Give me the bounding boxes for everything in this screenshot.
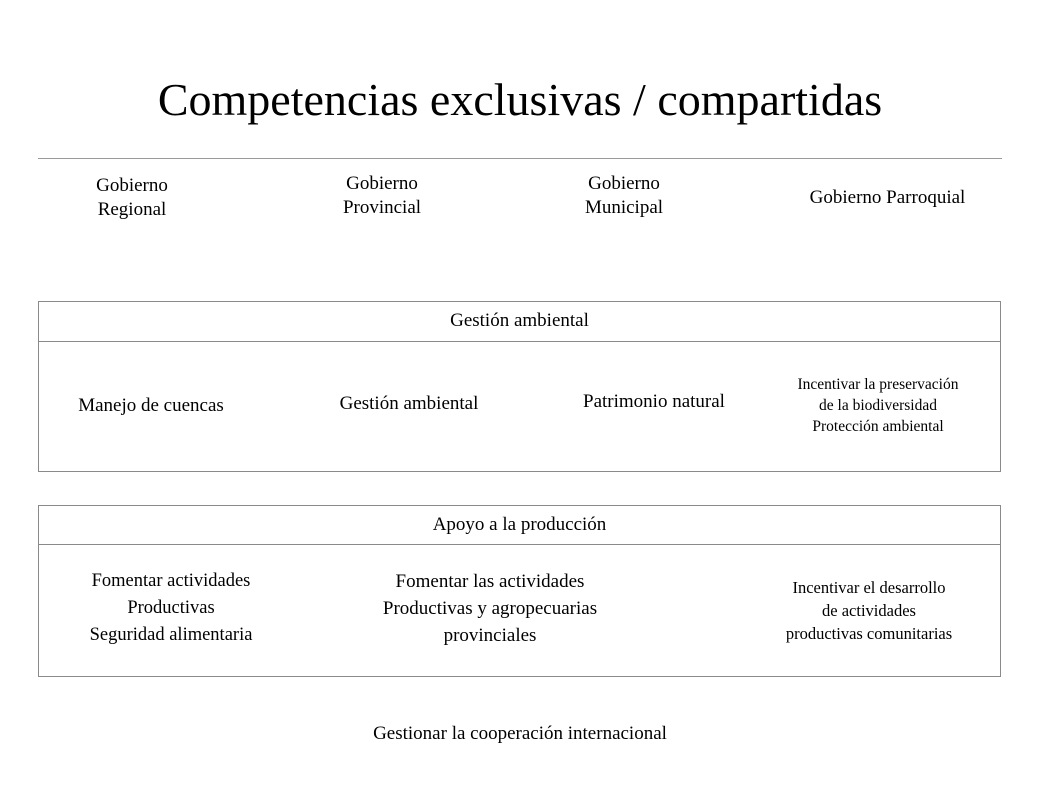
section-apoyo-produccion <box>38 505 1001 677</box>
cell-parroquial: Incentivar el desarrollo de actividades productivas comunitarias <box>785 578 953 643</box>
cell-parroquial: Incentivar la preservación de la biodiversidad Protección ambiental <box>797 376 959 435</box>
cell-regional: Manejo de cuencas <box>78 395 224 416</box>
footer-text: Gestionar la cooperación internacional <box>373 723 667 744</box>
slide-title: Competencias exclusivas / compartidas <box>157 74 883 125</box>
cell-provincial: Fomentar las actividades Productivas y agropecuarias provinciales <box>382 571 598 646</box>
title-divider <box>38 158 1002 159</box>
cell-municipal: Patrimonio natural <box>583 391 725 412</box>
column-header-municipal: Gobierno Municipal <box>584 173 664 218</box>
column-header-regional: Gobierno Regional <box>96 175 168 220</box>
column-header-parroquial: Gobierno Parroquial <box>809 187 966 208</box>
section-heading: Apoyo a la producción <box>39 506 1000 545</box>
column-header-provincial: Gobierno Provincial <box>342 173 422 218</box>
section-gestion-ambiental <box>38 301 1001 472</box>
cell-provincial: Gestión ambiental <box>339 393 479 414</box>
cell-regional: Fomentar actividades Productivas Seguridad alimentaria <box>89 571 253 645</box>
section-heading: Gestión ambiental <box>39 302 1000 342</box>
